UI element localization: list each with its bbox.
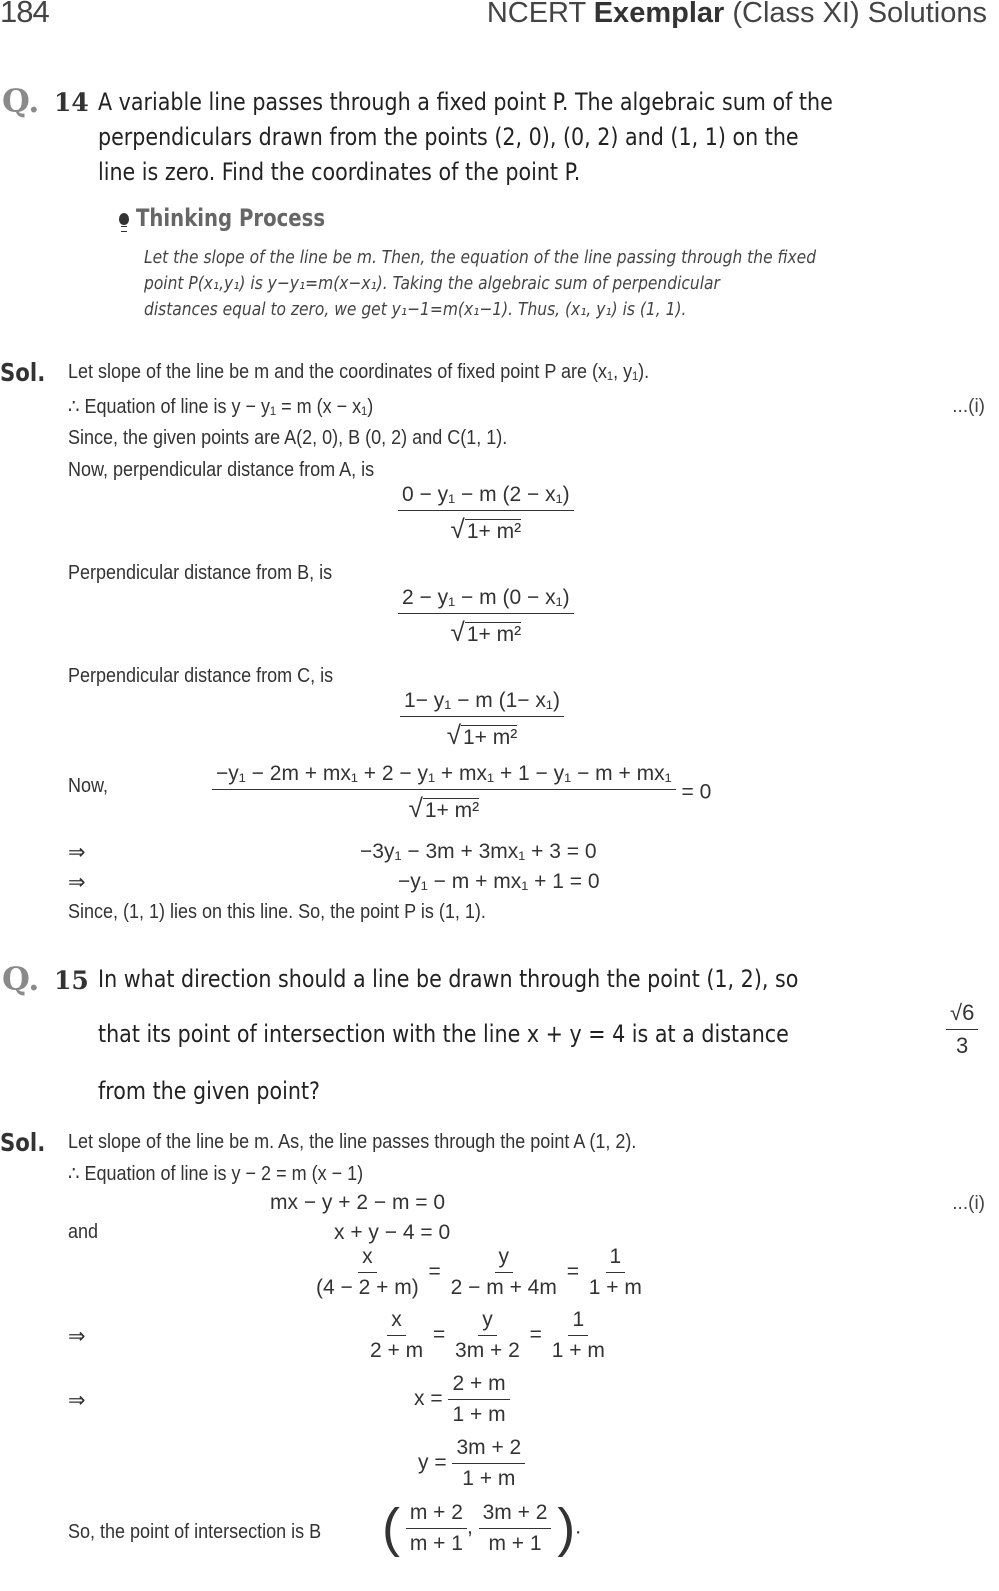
ratio-equation-1: $\frac{x}{(4 - 2 + m)}$ = $\frac{y}{2 - m + 4m}$ = $\frac{1}{1 + m}$ — [312, 1245, 646, 1300]
ratio-equation-2: $\frac{x}{2 + m}$ = $\frac{y}{3m + 2}$ = $\frac{1}{1 + m}$ — [366, 1308, 609, 1363]
distance-fraction — [946, 1000, 978, 1059]
y-lhs: y = — [418, 1451, 447, 1475]
conclusion-line: Since, (1, 1) lies on this line. So, the point P is (1, 1). — [68, 901, 486, 923]
now-label: Now, — [68, 775, 109, 797]
implies-symbol: ⇒ — [68, 841, 86, 864]
equation-ref: ...(i) — [952, 396, 985, 417]
fraction-denominator: 2 + m — [370, 1339, 424, 1362]
thinking-process-heading — [118, 204, 367, 232]
equation-line: −y₁ − m + mx₁ + 1 = 0 — [398, 870, 600, 893]
fraction-numerator: −y₁ − 2m + mx₁ + 2 − y₁ + mx₁ + 1 − y₁ − m + mx₁ — [212, 762, 676, 790]
solution-line: Since, the given points are A(2, 0), B (0, 2) and C(1, 1). — [68, 427, 508, 449]
fraction-numerator: 1 — [568, 1308, 588, 1336]
thinking-text-line: point P(x₁,y₁) is y−y₁=m(x−x₁). Taking the algebraic sum of perpendicular — [144, 273, 720, 294]
fraction-numerator: 3m + 2 — [479, 1501, 552, 1529]
fraction-numerator: 0 − y₁ − m (2 − x₁) — [398, 483, 574, 511]
solution-line: Perpendicular distance from C, is — [68, 665, 334, 687]
solution-line: ∴ Equation of line is y − 2 = m (x − 1) — [68, 1163, 364, 1185]
fraction-denominator: 1 + m — [462, 1467, 516, 1490]
question-text-line: perpendiculars drawn from the points (2, 0), (0, 2) and (1, 1) on the — [98, 123, 799, 151]
distance-fraction-b: $\frac{\text{2 − y₁ − m (0 − x₁)}}{\text{√1+ m²}}$ — [398, 586, 574, 648]
fraction-numerator: x — [358, 1245, 377, 1273]
fraction-numerator: 1− y₁ − m (1− x₁) — [400, 689, 564, 717]
solution-line: Let slope of the line be m and the coordinates of fixed point P are (x₁, y₁). — [68, 361, 650, 383]
question-text-line: line is zero. Find the coordinates of the point P. — [98, 158, 581, 186]
fraction-denominator: 1+ m² — [463, 726, 518, 749]
page-number: 184 — [0, 0, 49, 29]
question-marker: Q. — [2, 82, 40, 120]
fraction-numerator: 1 — [606, 1245, 626, 1273]
thinking-text-line: distances equal to zero, we get y₁−1=m(x₁−1). Thus, (x₁, y₁) is (1, 1). — [144, 299, 687, 320]
equation-line: −3y₁ − 3m + 3mx₁ + 3 = 0 — [360, 840, 597, 863]
fraction-numerator: y — [478, 1308, 497, 1336]
solution-line: Let slope of the line be m. As, the line passes through the point A (1, 2). — [68, 1131, 637, 1153]
equation-line: x + y − 4 = 0 — [334, 1221, 451, 1244]
fraction-denominator: 1+ m² — [466, 520, 522, 543]
fraction-numerator: 2 − y₁ − m (0 − x₁) — [398, 586, 574, 614]
fraction-denominator: 1 + m — [452, 1403, 506, 1426]
question-text-line: A variable line passes through a fixed point P. The algebraic sum of the — [98, 88, 833, 116]
equation-line: mx − y + 2 − m = 0 — [270, 1191, 446, 1214]
implies-symbol: ⇒ — [68, 1325, 86, 1348]
question-text-line: In what direction should a line be drawn through the point (1, 2), so — [98, 965, 799, 993]
equation-ref: ...(i) — [952, 1193, 985, 1214]
implies-symbol: ⇒ — [68, 871, 86, 894]
and-label: and — [68, 1221, 99, 1243]
sum-equation: $\frac{\text{−y₁ − 2m + mx₁ + 2 − y₁ + mx₁ + 1 − y₁ − m + mx₁}}{\text{√1+ m²}}$ = 0 — [212, 762, 711, 824]
x-solution — [414, 1372, 510, 1427]
implies-symbol: ⇒ — [68, 1389, 86, 1412]
fraction-numerator: m + 2 — [406, 1501, 467, 1529]
distance-fraction-c: $\frac{\text{1− y₁ − m (1− x₁)}}{\text{√1+ m²}}$ — [400, 689, 564, 751]
fraction-denominator: (4 − 2 + m) — [316, 1276, 419, 1299]
book-title-suffix: (Class XI) Solutions — [724, 0, 987, 29]
fraction-numerator: y — [495, 1245, 514, 1273]
fraction-numerator: 2 + m — [448, 1372, 509, 1400]
question-text-line: from the given point? — [98, 1077, 321, 1105]
equals-zero: = 0 — [681, 780, 712, 804]
book-title — [487, 0, 987, 30]
fraction-denominator: 1 + m — [588, 1276, 642, 1299]
lightbulb-icon — [118, 213, 130, 231]
solution-label: Sol. — [0, 358, 46, 387]
fraction-denominator: 1 + m — [551, 1339, 605, 1362]
book-title-bold: Exemplar — [593, 0, 725, 29]
solution-line: ∴ Equation of line is y − y₁ = m (x − x₁) — [68, 396, 374, 418]
distance-fraction-a: $\frac{\text{0 − y₁ − m (2 − x₁)}}{\text{√1+ m²}}$ — [398, 483, 574, 545]
thinking-text-line: Let the slope of the line be m. Then, the equation of the line passing through the fixed — [144, 247, 817, 268]
fraction-denominator: m + 1 — [409, 1531, 463, 1555]
fraction-numerator: x — [387, 1308, 406, 1336]
solution-line: Perpendicular distance from B, is — [68, 562, 333, 584]
question-marker: Q. — [2, 960, 40, 998]
fraction-numerator: √6 — [946, 1000, 978, 1030]
fraction-denominator: 3 — [956, 1033, 969, 1058]
question-text-line: that its point of intersection with the line x + y = 4 is at a distance — [98, 1020, 789, 1048]
question-number: 15 — [54, 966, 89, 995]
intersection-text: So, the point of intersection is B — [68, 1521, 322, 1543]
fraction-numerator: 3m + 2 — [452, 1436, 525, 1464]
solution-line: Now, perpendicular distance from A, is — [68, 459, 375, 481]
fraction-denominator: 3m + 2 — [455, 1339, 520, 1362]
x-lhs: x = — [414, 1387, 443, 1411]
solution-label: Sol. — [0, 1128, 46, 1157]
book-title-prefix: NCERT — [486, 0, 594, 29]
fraction-denominator: 1+ m² — [424, 799, 480, 822]
fraction-denominator: 2 − m + 4m — [450, 1276, 557, 1299]
thinking-heading-text: Thinking Process — [136, 204, 326, 232]
fraction-denominator: m + 1 — [488, 1531, 542, 1555]
y-solution — [418, 1436, 525, 1491]
intersection-point: ( $\frac{m + 2}{m + 1}$ , $\frac{3m + 2}{m + 1}$ ). — [382, 1498, 582, 1558]
question-number: 14 — [54, 88, 89, 117]
fraction-denominator: 1+ m² — [466, 623, 522, 646]
